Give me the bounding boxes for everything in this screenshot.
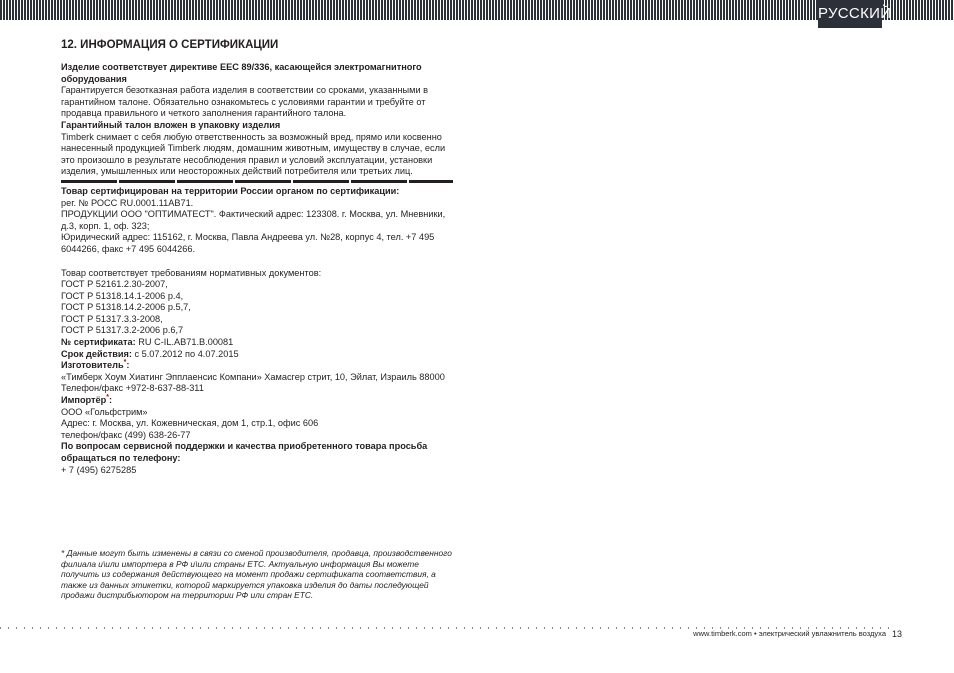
manufacturer-footnote-mark: *	[123, 359, 127, 367]
page-number: 13	[892, 629, 903, 639]
warranty-text: Гарантируется безотказная работа изделия в соответствии со сроками, указанными в гарантийном талоне. Обязательно ознакомьтесь с условиями гарантии и требуйте от продавца правильного и четкого заполнения гарантийного талона.	[61, 85, 429, 119]
standard-item: ГОСТ Р 51317.3.2-2006 р.6,7	[61, 325, 184, 336]
validity-period	[61, 349, 453, 361]
warranty-card-heading: Гарантийный талон вложен в упаковку изделия	[61, 119, 281, 130]
importer-address: Адрес: г. Москва, ул. Кожевническая, дом 1, стр.1, офис 606	[61, 418, 319, 429]
certification-section	[61, 38, 453, 476]
validity-label: Срок действия:	[61, 348, 132, 359]
importer-footnote-mark: *	[106, 393, 110, 401]
manufacturer-colon: :	[126, 360, 130, 371]
directive-heading: Изделие соответствует директиве ЕЕС 89/336, касающейся электромагнитного оборудования	[61, 62, 422, 84]
language-tab: РУССКИЙ	[818, 0, 882, 28]
manufacturer-label: Изготовитель	[61, 360, 124, 371]
service-heading: По вопросам сервисной поддержки и качества приобретенного товара просьба обращаться по телефону:	[61, 441, 428, 463]
certificate-value: RU C-IL.AB71.B.00081	[135, 337, 234, 348]
importer-colon: :	[109, 395, 113, 406]
validity-value: с 5.07.2012 по 4.07.2015	[131, 348, 239, 359]
service-phone: + 7 (495) 6275285	[61, 464, 137, 475]
standard-item: ГОСТ Р 51318.14.1-2006 р.4,	[61, 290, 184, 301]
legal-address: Юридический адрес: 115162, г. Москва, Павла Андреева ул. №28, корпус 4, тел. +7 495 6044266, факс +7 495 6044266.	[61, 232, 435, 254]
certificate-label: № сертификата:	[61, 337, 136, 348]
registration-number: рег. № РОСС RU.0001.11АВ71.	[61, 197, 194, 208]
manufacturer-heading	[61, 360, 453, 372]
certification-heading: Товар сертифицирован на территории России органом по сертификации:	[61, 185, 400, 196]
standard-item: ГОСТ Р 52161.2.30-2007,	[61, 279, 168, 290]
standard-item: ГОСТ Р 51317.3.3-2008,	[61, 313, 163, 324]
importer-phone: телефон/факс (499) 638-26-77	[61, 429, 191, 440]
footer-text: www.timberk.com • электрический увлажнитель воздуха	[693, 629, 886, 638]
standard-item: ГОСТ Р 51318.14.2-2006 р.5,7,	[61, 302, 191, 313]
certificate-number	[61, 337, 453, 349]
standards-intro: Товар соответствует требованиям нормативных документов:	[61, 267, 322, 278]
section-divider	[61, 180, 453, 183]
certification-body-address: ПРОДУКЦИИ ООО "ОПТИМАТЕСТ". Фактический адрес: 123308. г. Москва, ул. Мневники, д.3, корп. 1, оф. 323;	[61, 209, 446, 231]
manufacturer-address: «Тимберк Хоум Хиатинг Эпплаенсис Компани» Хамасгер стрит, 10, Эйлат, Израиль 88000	[61, 371, 445, 382]
liability-text: Timberk снимает с себя любую ответственность за возможный вред, прямо или косвенно нанесенный продукцией Timberk людям, домашним животным, имуществу в случае, если это произошло в результате несоблюдения правил и условий эксплуатации, установки изделия, умышленных или неосторожных действий потребителя или третьих лиц.	[61, 131, 446, 177]
importer-label: Импортёр	[61, 395, 107, 406]
importer-heading	[61, 395, 453, 407]
header-stripe-bar	[0, 0, 954, 20]
manufacturer-phone: Телефон/факс +972-8-637-88-311	[61, 383, 204, 394]
section-title: 12. ИНФОРМАЦИЯ О СЕРТИФИКАЦИИ	[61, 39, 279, 51]
importer-name: ООО «Гольфстрим»	[61, 406, 148, 417]
footnote: * Данные могут быть изменены в связи со сменой производителя, продавца, производственного филиала и\или импортера в РФ и\или страны ЕТС. Актуальную информация Вы можете получить из содержания действующего на момент продажи сертификата соответствия, а также из данных этикетки, которой маркируется упаковка изделия до даты последующей продажи дистрибьютором на территории РФ или стран ЕТС.	[61, 548, 452, 600]
